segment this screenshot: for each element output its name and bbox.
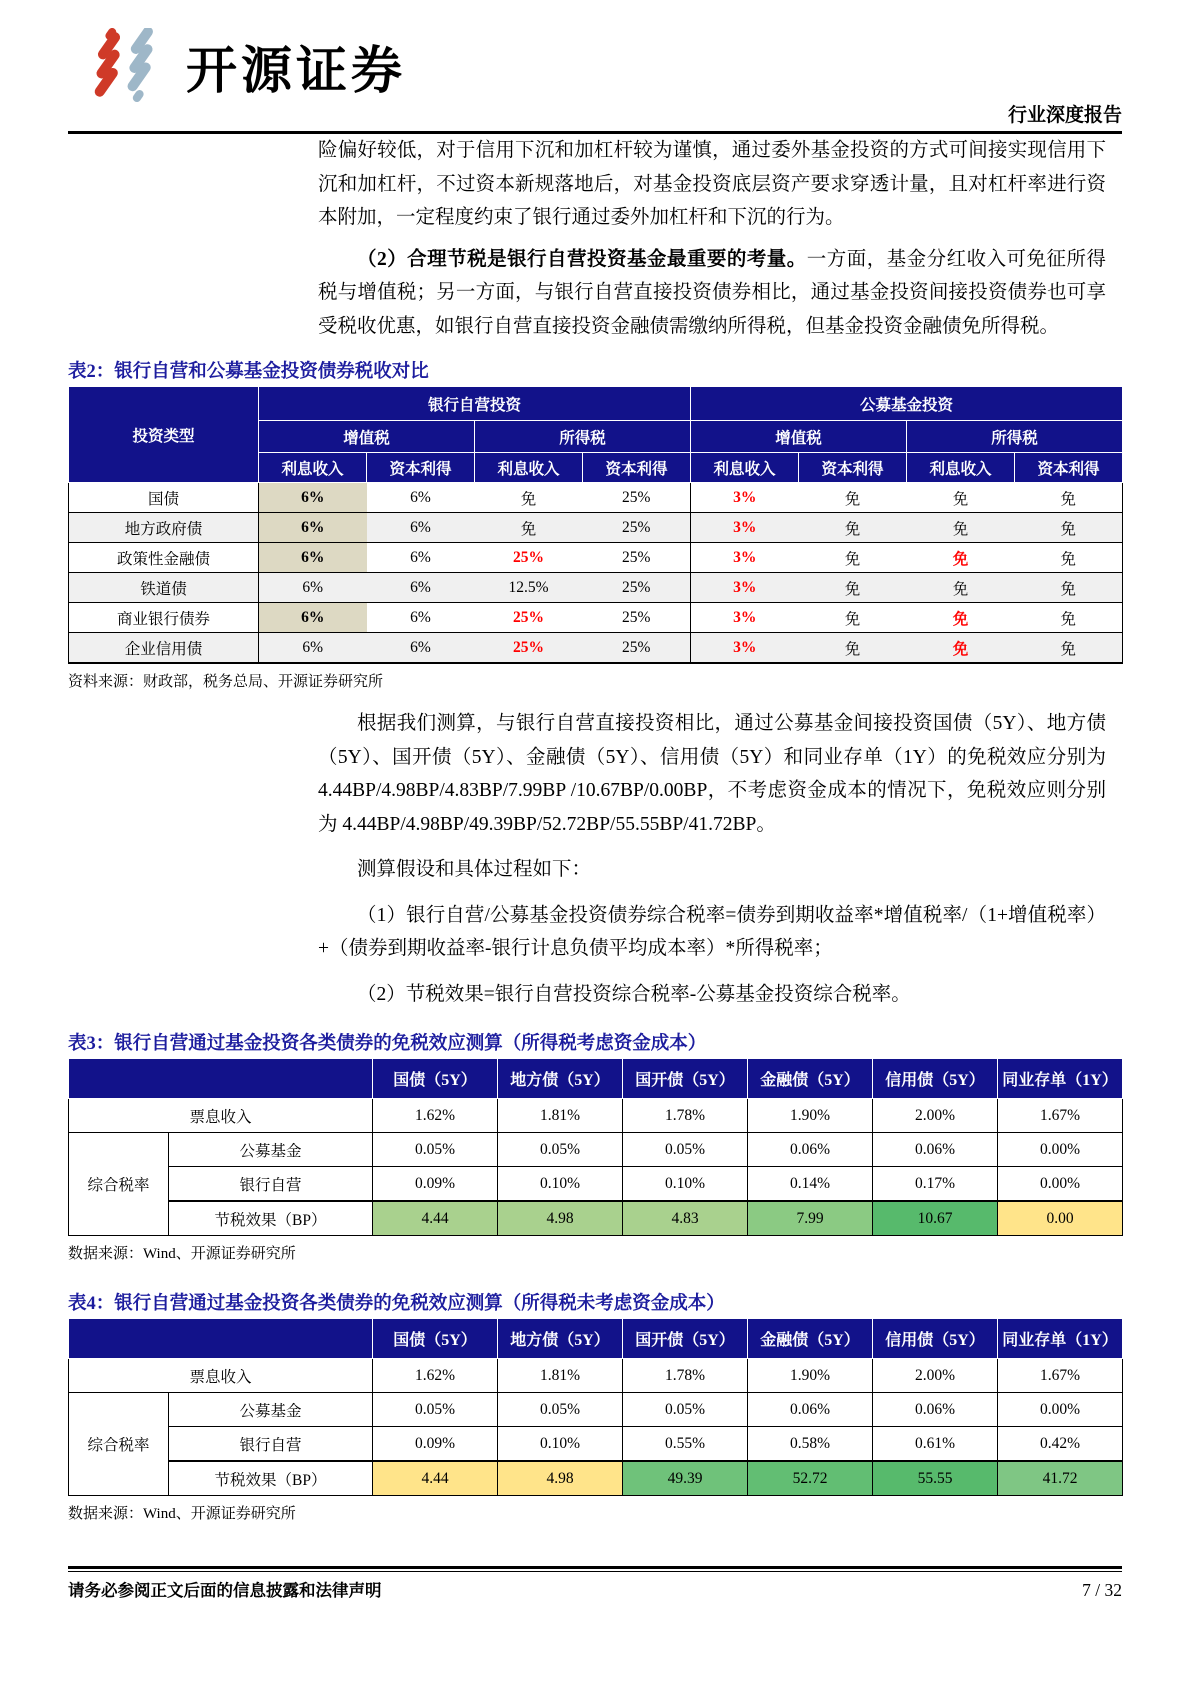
table3-rate-cell: 0.05%: [623, 1133, 748, 1167]
table4-rate-row: [69, 1393, 1123, 1427]
table3-corner-header: [69, 1059, 373, 1099]
table2-cell: 6%: [367, 573, 475, 603]
table2-row-label: 政策性金融债: [69, 543, 259, 573]
table2-cell: 25%: [583, 573, 691, 603]
table2-cell: 25%: [583, 603, 691, 633]
table2: [68, 386, 1123, 664]
table2-cell: 免: [1015, 483, 1123, 513]
table3-effect-cell: 4.98: [498, 1201, 623, 1236]
table4-title: 表4：银行自营通过基金投资各类债券的免税效应测算（所得税未考虑资金成本）: [68, 1294, 725, 1314]
brand-name: 开源证券: [186, 41, 407, 99]
table4-column-header: 地方债（5Y）: [498, 1319, 623, 1359]
table4-rate-cell: 0.42%: [998, 1427, 1123, 1462]
table4-column-header: 金融债（5Y）: [748, 1319, 873, 1359]
table3-rate-cell: 0.05%: [373, 1133, 498, 1167]
table4-corner-header: [69, 1319, 373, 1359]
table3-effect-cell: 0.00: [998, 1201, 1123, 1236]
table3-source: 数据来源：Wind、开源证券研究所: [68, 1246, 296, 1262]
table4-row-label: 公募基金: [169, 1393, 373, 1427]
table2-cell: 3%: [691, 483, 799, 513]
paragraph-tax-saving-lead: （2）合理节税是银行自营投资基金最重要的考量。: [357, 248, 807, 270]
table4-coupon-label: 票息收入: [69, 1359, 373, 1393]
table4-rate-cell: 0.05%: [623, 1393, 748, 1427]
paragraph-measurement: 根据我们测算，与银行自营直接投资相比，通过公募基金间接投资国债（5Y）、地方债（5Y）、国开债（5Y）、金融债（5Y）、信用债（5Y）和同业存单（1Y）的免税效应分别为 4.44BP/4.98BP/4.83BP/7.99BP /10.67BP/0.00BP，不考虑资金成本的情况下，免税效应则分别为 4.44BP/4.98BP/49.39BP/52.72BP/55.55BP/41.72BP。: [318, 713, 1106, 835]
table4-effect-cell: 49.39: [623, 1461, 748, 1496]
table3-rate-row: [69, 1133, 1123, 1167]
table2-cell: 25%: [583, 513, 691, 543]
table2-sub-header: 资本利得: [1015, 453, 1123, 483]
table4-coupon-cell: 1.90%: [748, 1359, 873, 1393]
table4-effect-cell: 4.98: [498, 1461, 623, 1496]
footer-rule: [68, 1566, 1122, 1572]
table2-cell: 25%: [583, 633, 691, 664]
table2-row-label: 商业银行债券: [69, 603, 259, 633]
table2-tax-header: 所得税: [907, 421, 1123, 453]
table2-cell: 3%: [691, 633, 799, 664]
paragraph-formula-2: （2）节税效果=银行自营投资综合税率-公募基金投资综合税率。: [357, 983, 911, 1005]
table2-cell: 25%: [475, 543, 583, 573]
table2-cell: 免: [907, 633, 1015, 664]
table3-coupon-cell: 1.62%: [373, 1099, 498, 1133]
page-header: [68, 0, 1122, 134]
table4-coupon-cell: 1.67%: [998, 1359, 1123, 1393]
table3-row-label: 公募基金: [169, 1133, 373, 1167]
table2-cell: 3%: [691, 573, 799, 603]
table3-coupon-cell: 1.67%: [998, 1099, 1123, 1133]
table2-cell: 免: [799, 483, 907, 513]
table2-cell: 6%: [259, 483, 367, 513]
paragraph-tax-saving: [318, 243, 1106, 344]
table2-sub-header: 利息收入: [907, 453, 1015, 483]
table3-rate-row: [69, 1167, 1123, 1202]
table4-column-header: 信用债（5Y）: [873, 1319, 998, 1359]
table4-source: 数据来源：Wind、开源证券研究所: [68, 1506, 296, 1522]
footer-page-number: 7 / 32: [1082, 1580, 1122, 1600]
body-text-block-2: [318, 707, 1106, 1011]
table3-effect-cell: 4.83: [623, 1201, 748, 1236]
table2-row-label: 企业信用债: [69, 633, 259, 664]
table2-cell: 免: [1015, 543, 1123, 573]
table2-cell: 免: [1015, 513, 1123, 543]
table3-rate-cell: 0.06%: [748, 1133, 873, 1167]
table4-rate-row: [69, 1427, 1123, 1462]
table3-column-header: 金融债（5Y）: [748, 1059, 873, 1099]
table4: [68, 1318, 1123, 1496]
table3-rate-cell: 0.14%: [748, 1167, 873, 1202]
table3-column-header: 同业存单（1Y）: [998, 1059, 1123, 1099]
table2-cell: 25%: [583, 483, 691, 513]
table2-cell: 免: [1015, 633, 1123, 664]
table4-effect-cell: 55.55: [873, 1461, 998, 1496]
table2-cell: 免: [1015, 603, 1123, 633]
paragraph-assumptions: 测算假设和具体过程如下：: [357, 859, 592, 880]
table4-rate-cell: 0.00%: [998, 1393, 1123, 1427]
table2-source: 资料来源：财政部，税务总局、开源证券研究所: [68, 674, 384, 690]
table4-rate-cell: 0.55%: [623, 1427, 748, 1462]
table2-cell: 6%: [367, 633, 475, 664]
table2-tax-header: 增值税: [691, 421, 907, 453]
table2-row-label: 地方政府债: [69, 513, 259, 543]
table3-effect-row: [69, 1201, 1123, 1236]
table2-cell: 免: [907, 573, 1015, 603]
table4-coupon-cell: 2.00%: [873, 1359, 998, 1393]
report-type-label: 行业深度报告: [1007, 105, 1122, 126]
paragraph-risk-preference: 险偏好较低，对于信用下沉和加杠杆较为谨慎，通过委外基金投资的方式可间接实现信用下沉和加杠杆，不过资本新规落地后，对基金投资底层资产要求穿透计量，且对杠杆率进行资本附加，一定程度约束了银行通过委外加杠杆和下沉的行为。: [318, 140, 1106, 228]
table3-rate-cell: 0.09%: [373, 1167, 498, 1202]
table3-rate-cell: 0.00%: [998, 1167, 1123, 1202]
table2-title: 表2：银行自营和公募基金投资债券税收对比: [68, 362, 429, 382]
table2-cell: 6%: [259, 573, 367, 603]
table4-effect-cell: 52.72: [748, 1461, 873, 1496]
table4-effect-label: 节税效果（BP）: [169, 1461, 373, 1496]
table2-cell: 6%: [259, 513, 367, 543]
table2-corner-header: 投资类型: [69, 387, 259, 483]
body-text-block-1: [318, 134, 1106, 343]
table2-sub-header: 利息收入: [691, 453, 799, 483]
table4-coupon-cell: 1.81%: [498, 1359, 623, 1393]
table2-cell: 免: [799, 513, 907, 543]
table3-effect-cell: 10.67: [873, 1201, 998, 1236]
table2-sub-header: 利息收入: [475, 453, 583, 483]
table3-coupon-cell: 2.00%: [873, 1099, 998, 1133]
table3-column-header: 地方债（5Y）: [498, 1059, 623, 1099]
table3-effect-label: 节税效果（BP）: [169, 1201, 373, 1236]
table2-cell: 免: [907, 603, 1015, 633]
table2-cell: 3%: [691, 603, 799, 633]
table4-rate-cell: 0.10%: [498, 1427, 623, 1462]
table2-cell: 免: [1015, 573, 1123, 603]
table2-group-header: 公募基金投资: [691, 387, 1123, 421]
table2-cell: 免: [907, 483, 1015, 513]
table3-row-label: 银行自营: [169, 1167, 373, 1202]
table2-cell: 免: [799, 633, 907, 664]
page-footer: [68, 1566, 1122, 1601]
table3-rate-cell: 0.00%: [998, 1133, 1123, 1167]
table4-rate-cell: 0.06%: [748, 1393, 873, 1427]
table3-effect-cell: 7.99: [748, 1201, 873, 1236]
table2-cell: 3%: [691, 543, 799, 573]
table4-rate-cell: 0.58%: [748, 1427, 873, 1462]
table2-cell: 免: [799, 543, 907, 573]
table3-rate-cell: 0.10%: [623, 1167, 748, 1202]
table4-column-header: 国债（5Y）: [373, 1319, 498, 1359]
table4-group-label: 综合税率: [69, 1393, 169, 1496]
table3-column-header: 国债（5Y）: [373, 1059, 498, 1099]
table3-coupon-cell: 1.81%: [498, 1099, 623, 1133]
table2-cell: 6%: [259, 543, 367, 573]
table2-cell: 12.5%: [475, 573, 583, 603]
table2-sub-header: 资本利得: [367, 453, 475, 483]
table2-tax-header: 增值税: [259, 421, 475, 453]
table3-coupon-cell: 1.90%: [748, 1099, 873, 1133]
table2-row: [69, 633, 1123, 664]
table2-row: [69, 603, 1123, 633]
table2-sub-header: 利息收入: [259, 453, 367, 483]
table2-cell: 6%: [367, 543, 475, 573]
brand-logo-icon: [84, 28, 176, 112]
table2-tax-header: 所得税: [475, 421, 691, 453]
table3-coupon-label: 票息收入: [69, 1099, 373, 1133]
table2-cell: 免: [799, 573, 907, 603]
table2-cell: 6%: [367, 483, 475, 513]
table4-coupon-row: [69, 1359, 1123, 1393]
table4-rate-cell: 0.09%: [373, 1427, 498, 1462]
footer-disclaimer: 请务必参阅正文后面的信息披露和法律声明: [68, 1581, 382, 1600]
paragraph-formula-1: （1）银行自营/公募基金投资债券综合税率=债券到期收益率*增值税率/（1+增值税率）+（债券到期收益率-银行计息负债平均成本率）*所得税率；: [318, 904, 1106, 959]
table3: [68, 1058, 1123, 1236]
table2-cell: 免: [799, 603, 907, 633]
table3-rate-cell: 0.17%: [873, 1167, 998, 1202]
table2-cell: 3%: [691, 513, 799, 543]
table2-sub-header: 资本利得: [583, 453, 691, 483]
table2-cell: 6%: [259, 603, 367, 633]
table4-effect-cell: 4.44: [373, 1461, 498, 1496]
table3-title: 表3：银行自营通过基金投资各类债券的免税效应测算（所得税考虑资金成本）: [68, 1034, 707, 1054]
table4-rate-cell: 0.06%: [873, 1393, 998, 1427]
table4-rate-cell: 0.05%: [373, 1393, 498, 1427]
table2-row: [69, 573, 1123, 603]
table3-column-header: 国开债（5Y）: [623, 1059, 748, 1099]
table2-cell: 免: [907, 513, 1015, 543]
table4-row-label: 银行自营: [169, 1427, 373, 1462]
table2-group-header: 银行自营投资: [259, 387, 691, 421]
brand-logo: [84, 28, 406, 112]
table3-group-label: 综合税率: [69, 1133, 169, 1236]
table2-cell: 25%: [583, 543, 691, 573]
table2-row: [69, 513, 1123, 543]
table3-coupon-row: [69, 1099, 1123, 1133]
table4-effect-row: [69, 1461, 1123, 1496]
table2-cell: 6%: [367, 603, 475, 633]
table2-cell: 6%: [259, 633, 367, 664]
table3-coupon-cell: 1.78%: [623, 1099, 748, 1133]
table2-cell: 免: [475, 513, 583, 543]
table3-rate-cell: 0.05%: [498, 1133, 623, 1167]
table2-row: [69, 483, 1123, 513]
table2-cell: 免: [907, 543, 1015, 573]
table3-effect-cell: 4.44: [373, 1201, 498, 1236]
table2-row-label: 铁道债: [69, 573, 259, 603]
table4-rate-cell: 0.61%: [873, 1427, 998, 1462]
table2-cell: 25%: [475, 603, 583, 633]
table2-cell: 25%: [475, 633, 583, 664]
table2-sub-header: 资本利得: [799, 453, 907, 483]
table4-column-header: 国开债（5Y）: [623, 1319, 748, 1359]
table4-rate-cell: 0.05%: [498, 1393, 623, 1427]
table3-column-header: 信用债（5Y）: [873, 1059, 998, 1099]
table4-section: [68, 1289, 1122, 1523]
table4-effect-cell: 41.72: [998, 1461, 1123, 1496]
table2-section: [68, 357, 1122, 691]
table2-row: [69, 543, 1123, 573]
table3-rate-cell: 0.10%: [498, 1167, 623, 1202]
table4-coupon-cell: 1.78%: [623, 1359, 748, 1393]
table3-section: [68, 1029, 1122, 1263]
table4-coupon-cell: 1.62%: [373, 1359, 498, 1393]
table3-rate-cell: 0.06%: [873, 1133, 998, 1167]
table2-row-label: 国债: [69, 483, 259, 513]
table2-cell: 免: [475, 483, 583, 513]
table4-column-header: 同业存单（1Y）: [998, 1319, 1123, 1359]
paragraph-tax-saving-rest: 一方面，基金分红收入可免征所得税与增值税；另一方面，与银行自营直接投资债券相比，通过基金投资间接投资债券也可享受税收优惠，如银行自营直接投资金融债需缴纳所得税，但基金投资金融债免所得税。: [318, 248, 1106, 337]
table2-cell: 6%: [367, 513, 475, 543]
